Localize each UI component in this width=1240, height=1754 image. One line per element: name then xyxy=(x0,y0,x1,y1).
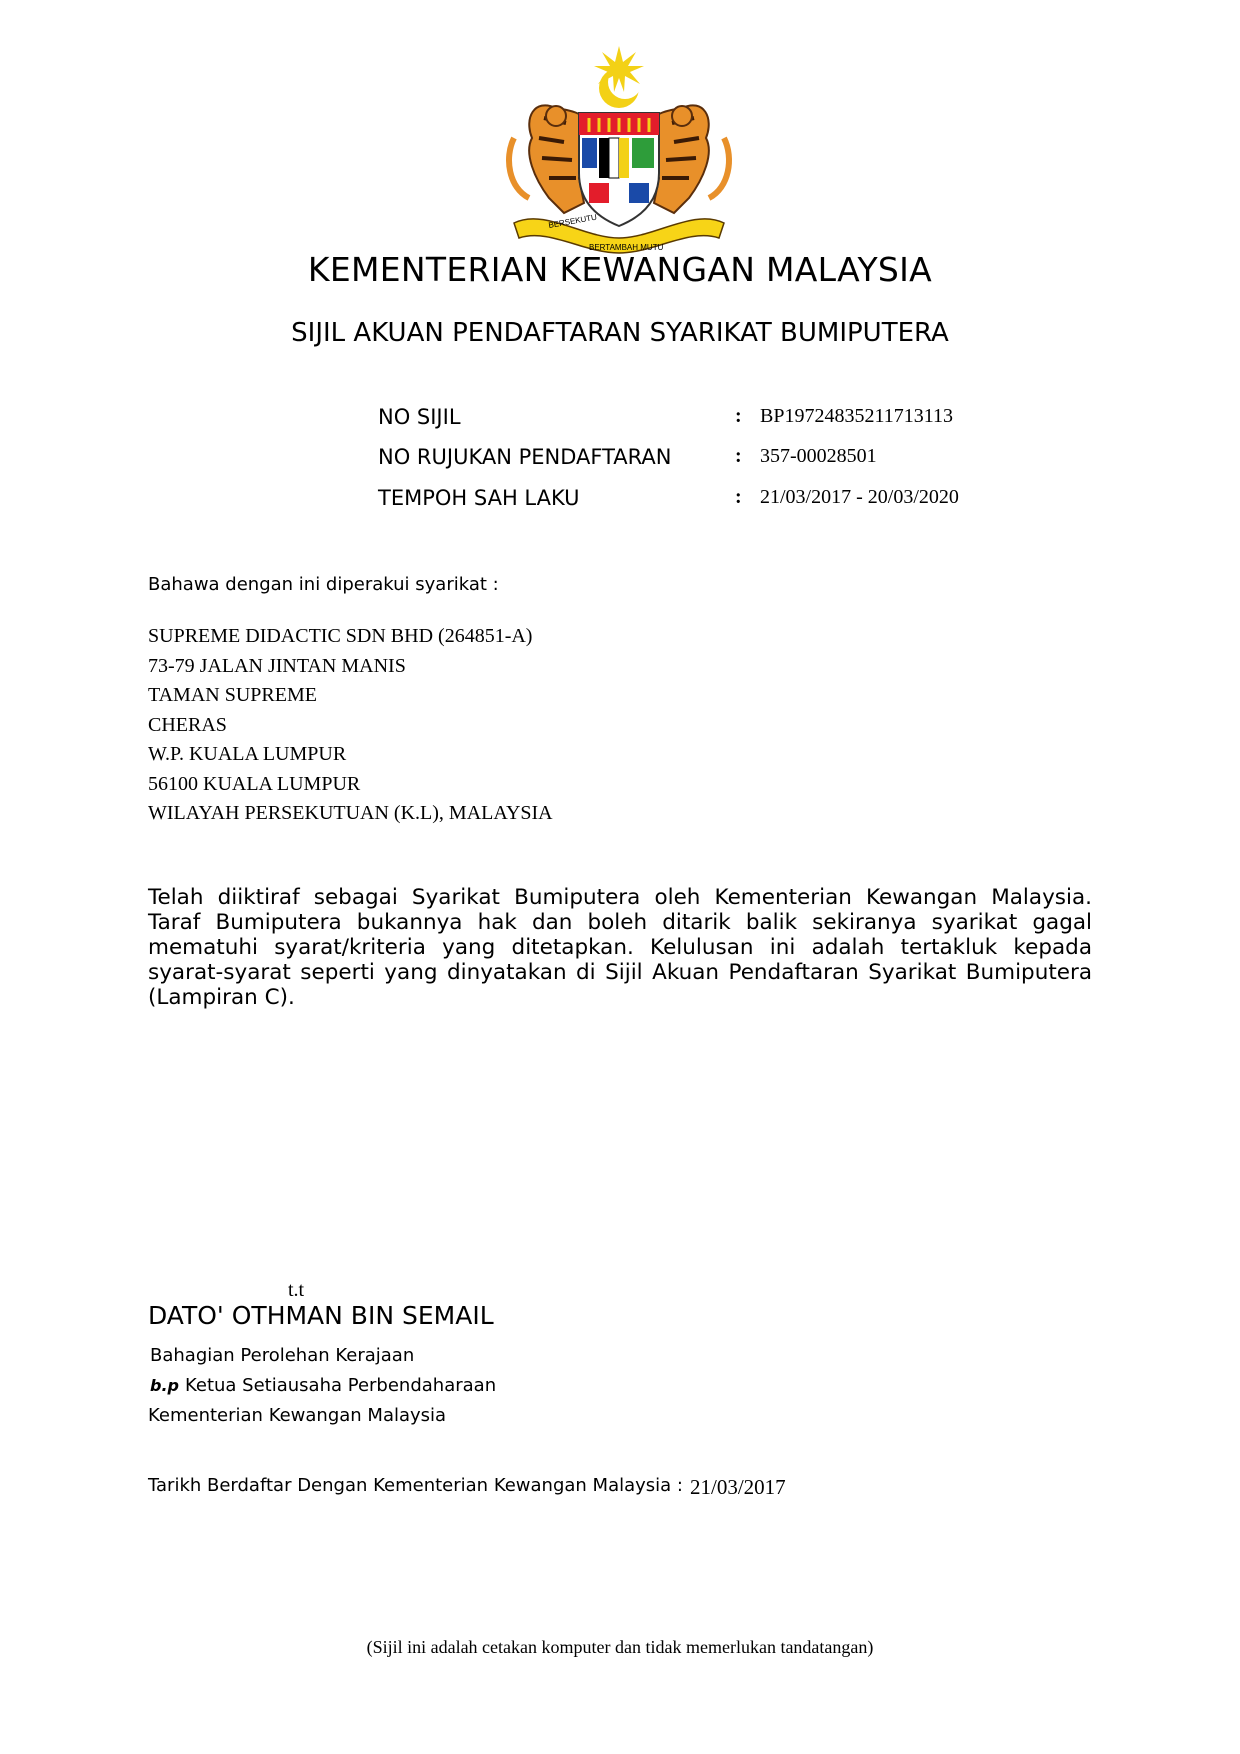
company-address-block xyxy=(148,622,553,829)
address-line: W.P. KUALA LUMPUR xyxy=(148,743,347,765)
address-line: 56100 KUALA LUMPUR xyxy=(148,772,361,795)
detail-label-reg-ref: NO RUJUKAN PENDAFTARAN xyxy=(378,445,672,469)
address-line: 73-79 JALAN JINTAN MANIS xyxy=(148,654,406,677)
detail-label-validity: TEMPOH SAH LAKU xyxy=(378,486,580,510)
detail-colon: : xyxy=(735,445,742,467)
address-line: TAMAN SUPREME xyxy=(148,684,317,706)
detail-value-validity: 21/03/2017 - 20/03/2020 xyxy=(760,486,959,508)
detail-value-cert-no: BP19724835211713113 xyxy=(760,405,953,427)
address-line: WILAYAH PERSEKUTUAN (K.L), MALAYSIA xyxy=(148,802,553,824)
motto-left: BERSEKUTU xyxy=(547,212,598,230)
company-name: SUPREME DIDACTIC SDN BHD (264851-A) xyxy=(148,625,533,647)
signature-tt: t.t xyxy=(288,1279,305,1301)
registration-date-value: 21/03/2017 xyxy=(690,1475,786,1499)
detail-colon: : xyxy=(735,486,742,508)
address-line: CHERAS xyxy=(148,713,227,736)
certification-statement: Telah diiktiraf sebagai Syarikat Bumiputera oleh Kementerian Kewangan Malaysia. Taraf Bumiputera bukannya hak dan boleh ditarik balik sekiranya syarikat gagal mematuhi syarat/kriteria yang ditetapkan. Kelulusan ini adalah tertakluk kepada syarat-syarat seperti yang dinyatakan di Sijil Akuan Pendaftaran Syarikat Bumiputera (Lampiran C). xyxy=(148,885,1092,1010)
motto-center: BERTAMBAH MUTU xyxy=(589,243,664,252)
signatory-on-behalf xyxy=(150,1375,496,1396)
signatory-name: DATO' OTHMAN BIN SEMAIL xyxy=(148,1301,494,1330)
on-behalf-title: Ketua Setiausaha Perbendaharaan xyxy=(184,1375,497,1396)
detail-colon: : xyxy=(735,405,742,427)
detail-value-reg-ref: 357-00028501 xyxy=(760,445,877,467)
certify-text: Bahawa dengan ini diperakui syarikat : xyxy=(148,574,499,595)
signatory-division: Bahagian Perolehan Kerajaan xyxy=(150,1345,415,1366)
footer-note: (Sijil ini adalah cetakan komputer dan tidak memerlukan tandatangan) xyxy=(366,1637,874,1657)
certificate-title: SIJIL AKUAN PENDAFTARAN SYARIKAT BUMIPUTERA xyxy=(291,318,949,348)
detail-label-cert-no: NO SIJIL xyxy=(378,405,461,429)
malaysia-coat-of-arms-icon xyxy=(494,38,744,258)
ministry-heading: KEMENTERIAN KEWANGAN MALAYSIA xyxy=(307,250,933,289)
signatory-ministry: Kementerian Kewangan Malaysia xyxy=(148,1405,447,1426)
bp-label: b.p xyxy=(150,1376,179,1395)
registration-date-label: Tarikh Berdaftar Dengan Kementerian Kewangan Malaysia : xyxy=(148,1475,683,1496)
